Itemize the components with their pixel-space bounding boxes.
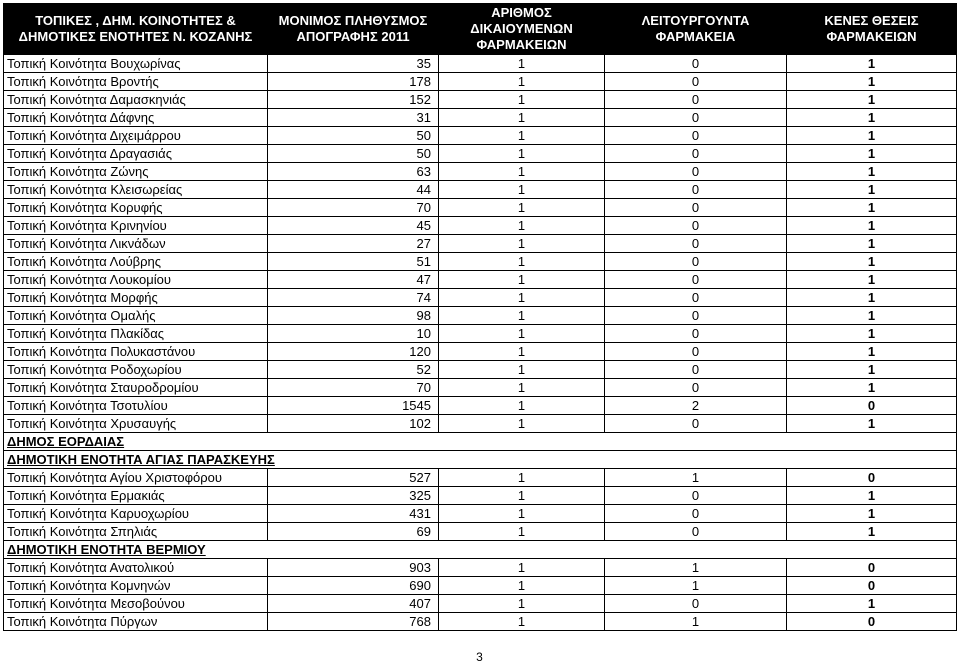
community-name: Τοπική Κοινότητα Καρυοχωρίου — [4, 505, 268, 523]
table-row — [4, 73, 957, 91]
entitled-count: 1 — [439, 73, 605, 91]
community-name: Τοπική Κοινότητα Σταυροδρομίου — [4, 379, 268, 397]
community-name: Τοπική Κοινότητα Τσοτυλίου — [4, 397, 268, 415]
operating-count: 0 — [605, 289, 787, 307]
entitled-count: 1 — [439, 91, 605, 109]
population-value: 44 — [268, 181, 439, 199]
table-row — [4, 523, 957, 541]
operating-count: 2 — [605, 397, 787, 415]
operating-count: 0 — [605, 163, 787, 181]
operating-count: 0 — [605, 505, 787, 523]
population-value: 63 — [268, 163, 439, 181]
vacant-count: 1 — [787, 595, 957, 613]
entitled-count: 1 — [439, 469, 605, 487]
table-row — [4, 145, 957, 163]
operating-count: 1 — [605, 577, 787, 595]
vacant-count: 1 — [787, 235, 957, 253]
section-title: ΔΗΜΟΣ ΕΟΡΔΑΙΑΣ — [4, 433, 957, 451]
community-name: Τοπική Κοινότητα Βροντής — [4, 73, 268, 91]
table-row — [4, 343, 957, 361]
population-value: 52 — [268, 361, 439, 379]
table-row — [4, 55, 957, 73]
population-value: 690 — [268, 577, 439, 595]
entitled-count: 1 — [439, 55, 605, 73]
community-name: Τοπική Κοινότητα Δραγασιάς — [4, 145, 268, 163]
population-value: 768 — [268, 613, 439, 631]
section-title: ΔΗΜΟΤΙΚΗ ΕΝΟΤΗΤΑ ΑΓΙΑΣ ΠΑΡΑΣΚΕΥΗΣ — [4, 451, 957, 469]
entitled-count: 1 — [439, 217, 605, 235]
table-row — [4, 253, 957, 271]
community-name: Τοπική Κοινότητα Λούβρης — [4, 253, 268, 271]
operating-count: 0 — [605, 415, 787, 433]
table-row — [4, 325, 957, 343]
population-value: 69 — [268, 523, 439, 541]
vacant-count: 1 — [787, 307, 957, 325]
entitled-count: 1 — [439, 271, 605, 289]
vacant-count: 1 — [787, 73, 957, 91]
entitled-count: 1 — [439, 613, 605, 631]
community-name: Τοπική Κοινότητα Ομαλής — [4, 307, 268, 325]
community-name: Τοπική Κοινότητα Αγίου Χριστοφόρου — [4, 469, 268, 487]
entitled-count: 1 — [439, 595, 605, 613]
population-value: 431 — [268, 505, 439, 523]
entitled-count: 1 — [439, 505, 605, 523]
table-row — [4, 289, 957, 307]
table-row — [4, 199, 957, 217]
community-name: Τοπική Κοινότητα Πλακίδας — [4, 325, 268, 343]
population-value: 120 — [268, 343, 439, 361]
population-value: 50 — [268, 145, 439, 163]
table-row — [4, 577, 957, 595]
vacant-count: 0 — [787, 397, 957, 415]
vacant-count: 1 — [787, 145, 957, 163]
population-value: 70 — [268, 199, 439, 217]
operating-count: 1 — [605, 559, 787, 577]
vacant-count: 1 — [787, 109, 957, 127]
vacant-count: 1 — [787, 325, 957, 343]
entitled-count: 1 — [439, 397, 605, 415]
entitled-count: 1 — [439, 343, 605, 361]
table-row — [4, 217, 957, 235]
operating-count: 1 — [605, 613, 787, 631]
population-value: 50 — [268, 127, 439, 145]
community-name: Τοπική Κοινότητα Λουκομίου — [4, 271, 268, 289]
vacant-count: 1 — [787, 361, 957, 379]
vacant-count: 1 — [787, 379, 957, 397]
entitled-count: 1 — [439, 415, 605, 433]
entitled-count: 1 — [439, 289, 605, 307]
table-row — [4, 361, 957, 379]
community-name: Τοπική Κοινότητα Πύργων — [4, 613, 268, 631]
population-value: 35 — [268, 55, 439, 73]
population-value: 903 — [268, 559, 439, 577]
table-row — [4, 235, 957, 253]
operating-count: 0 — [605, 253, 787, 271]
community-name: Τοπική Κοινότητα Σπηλιάς — [4, 523, 268, 541]
table-body — [4, 55, 957, 631]
vacant-count: 1 — [787, 163, 957, 181]
entitled-count: 1 — [439, 199, 605, 217]
section-row — [4, 451, 957, 469]
table-row — [4, 379, 957, 397]
table-row — [4, 181, 957, 199]
table-row — [4, 613, 957, 631]
entitled-count: 1 — [439, 181, 605, 199]
operating-count: 0 — [605, 181, 787, 199]
table-row — [4, 91, 957, 109]
vacant-count: 0 — [787, 613, 957, 631]
population-value: 47 — [268, 271, 439, 289]
table-row — [4, 109, 957, 127]
operating-count: 1 — [605, 469, 787, 487]
table-header — [4, 4, 957, 55]
vacant-count: 0 — [787, 469, 957, 487]
operating-count: 0 — [605, 307, 787, 325]
entitled-count: 1 — [439, 109, 605, 127]
population-value: 74 — [268, 289, 439, 307]
operating-count: 0 — [605, 109, 787, 127]
population-value: 325 — [268, 487, 439, 505]
community-name: Τοπική Κοινότητα Ερμακιάς — [4, 487, 268, 505]
operating-count: 0 — [605, 55, 787, 73]
community-name: Τοπική Κοινότητα Ροδοχωρίου — [4, 361, 268, 379]
table-row — [4, 505, 957, 523]
entitled-count: 1 — [439, 523, 605, 541]
operating-count: 0 — [605, 199, 787, 217]
vacant-count: 1 — [787, 487, 957, 505]
section-title: ΔΗΜΟΤΙΚΗ ΕΝΟΤΗΤΑ ΒΕΡΜΙΟΥ — [4, 541, 957, 559]
vacant-count: 1 — [787, 505, 957, 523]
table-row — [4, 595, 957, 613]
entitled-count: 1 — [439, 253, 605, 271]
table-row — [4, 271, 957, 289]
vacant-count: 1 — [787, 271, 957, 289]
operating-count: 0 — [605, 235, 787, 253]
table-row — [4, 415, 957, 433]
entitled-count: 1 — [439, 325, 605, 343]
vacant-count: 1 — [787, 289, 957, 307]
operating-count: 0 — [605, 217, 787, 235]
population-value: 31 — [268, 109, 439, 127]
entitled-count: 1 — [439, 145, 605, 163]
operating-count: 0 — [605, 523, 787, 541]
population-value: 10 — [268, 325, 439, 343]
operating-count: 0 — [605, 325, 787, 343]
page-number: 3 — [476, 650, 483, 664]
community-name: Τοπική Κοινότητα Κορυφής — [4, 199, 268, 217]
community-name: Τοπική Κοινότητα Βουχωρίνας — [4, 55, 268, 73]
population-value: 70 — [268, 379, 439, 397]
entitled-count: 1 — [439, 487, 605, 505]
vacant-count: 1 — [787, 127, 957, 145]
population-value: 27 — [268, 235, 439, 253]
entitled-count: 1 — [439, 379, 605, 397]
community-name: Τοπική Κοινότητα Δαμασκηνιάς — [4, 91, 268, 109]
operating-count: 0 — [605, 595, 787, 613]
vacant-count: 1 — [787, 253, 957, 271]
header-entitled-pharmacies: ΑΡΙΘΜΟΣ ΔΙΚΑΙΟΥΜΕΝΩΝ ΦΑΡΜΑΚΕΙΩΝ — [439, 4, 605, 55]
operating-count: 0 — [605, 379, 787, 397]
community-name: Τοπική Κοινότητα Διχειμάρρου — [4, 127, 268, 145]
operating-count: 0 — [605, 343, 787, 361]
entitled-count: 1 — [439, 235, 605, 253]
entitled-count: 1 — [439, 307, 605, 325]
header-population: ΜΟΝΙΜΟΣ ΠΛΗΘΥΣΜΟΣ ΑΠΟΓΡΑΦΗΣ 2011 — [268, 4, 439, 55]
operating-count: 0 — [605, 361, 787, 379]
entitled-count: 1 — [439, 127, 605, 145]
table-row — [4, 307, 957, 325]
table-row — [4, 397, 957, 415]
table-row — [4, 559, 957, 577]
table-row — [4, 163, 957, 181]
community-name: Τοπική Κοινότητα Μεσοβούνου — [4, 595, 268, 613]
operating-count: 0 — [605, 127, 787, 145]
table-row — [4, 487, 957, 505]
operating-count: 0 — [605, 271, 787, 289]
vacant-count: 0 — [787, 559, 957, 577]
population-value: 45 — [268, 217, 439, 235]
community-name: Τοπική Κοινότητα Κλεισωρείας — [4, 181, 268, 199]
community-name: Τοπική Κοινότητα Λικνάδων — [4, 235, 268, 253]
community-name: Τοπική Κοινότητα Δάφνης — [4, 109, 268, 127]
population-value: 178 — [268, 73, 439, 91]
population-value: 51 — [268, 253, 439, 271]
community-name: Τοπική Κοινότητα Μορφής — [4, 289, 268, 307]
vacant-count: 1 — [787, 415, 957, 433]
header-row — [4, 4, 957, 55]
section-row — [4, 433, 957, 451]
vacant-count: 0 — [787, 577, 957, 595]
vacant-count: 1 — [787, 181, 957, 199]
entitled-count: 1 — [439, 163, 605, 181]
population-value: 527 — [268, 469, 439, 487]
operating-count: 0 — [605, 145, 787, 163]
vacant-count: 1 — [787, 343, 957, 361]
header-communities: ΤΟΠΙΚΕΣ , ΔΗΜ. ΚΟΙΝΟΤΗΤΕΣ & ΔΗΜΟΤΙΚΕΣ ΕΝΟΤΗΤΕΣ Ν. ΚΟΖΑΝΗΣ — [4, 4, 268, 55]
vacant-count: 1 — [787, 55, 957, 73]
vacant-count: 1 — [787, 91, 957, 109]
table-row — [4, 127, 957, 145]
community-name: Τοπική Κοινότητα Κομνηνών — [4, 577, 268, 595]
pharmacy-table — [3, 3, 957, 631]
table-row — [4, 469, 957, 487]
operating-count: 0 — [605, 487, 787, 505]
community-name: Τοπική Κοινότητα Ζώνης — [4, 163, 268, 181]
population-value: 152 — [268, 91, 439, 109]
population-value: 407 — [268, 595, 439, 613]
vacant-count: 1 — [787, 523, 957, 541]
population-value: 98 — [268, 307, 439, 325]
community-name: Τοπική Κοινότητα Πολυκαστάνου — [4, 343, 268, 361]
entitled-count: 1 — [439, 577, 605, 595]
community-name: Τοπική Κοινότητα Ανατολικού — [4, 559, 268, 577]
section-row — [4, 541, 957, 559]
entitled-count: 1 — [439, 559, 605, 577]
population-value: 1545 — [268, 397, 439, 415]
operating-count: 0 — [605, 91, 787, 109]
vacant-count: 1 — [787, 217, 957, 235]
header-operating-pharmacies: ΛΕΙΤΟΥΡΓΟΥΝΤΑ ΦΑΡΜΑΚΕΙΑ — [605, 4, 787, 55]
community-name: Τοπική Κοινότητα Χρυσαυγής — [4, 415, 268, 433]
operating-count: 0 — [605, 73, 787, 91]
entitled-count: 1 — [439, 361, 605, 379]
population-value: 102 — [268, 415, 439, 433]
vacant-count: 1 — [787, 199, 957, 217]
header-vacant-positions: ΚΕΝΕΣ ΘΕΣΕΙΣ ΦΑΡΜΑΚΕΙΩΝ — [787, 4, 957, 55]
community-name: Τοπική Κοινότητα Κρινηνίου — [4, 217, 268, 235]
